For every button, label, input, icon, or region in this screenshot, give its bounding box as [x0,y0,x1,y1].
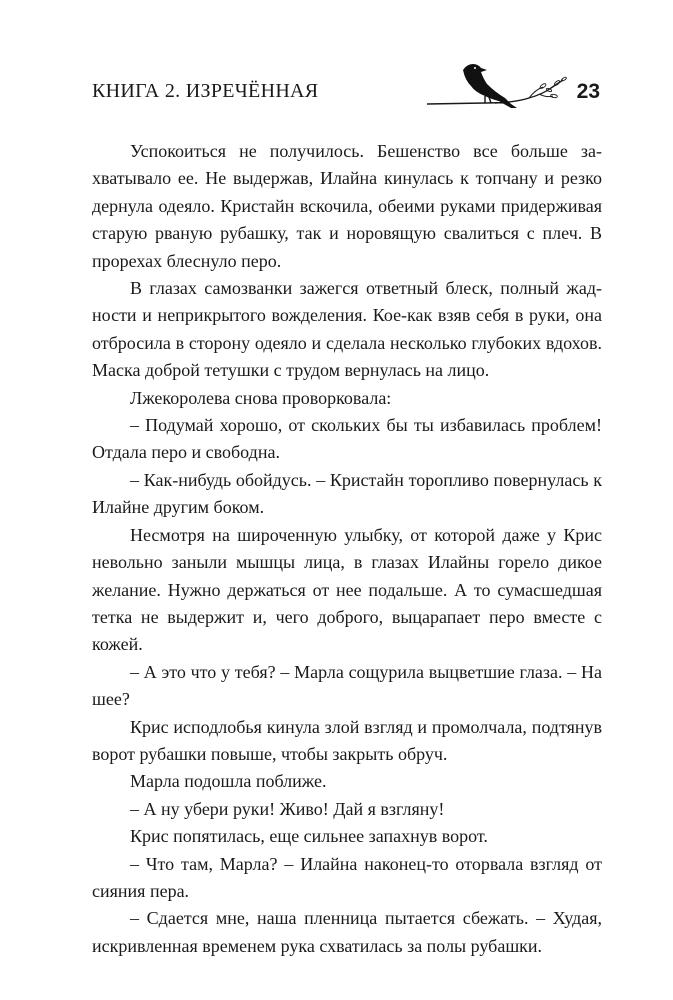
paragraph: – Что там, Марла? – Илайна наконец-то оторвала взгляд от сияния пера. [92,853,602,901]
page-header [92,80,612,120]
paragraph: – А это что у тебя? – Марла сощурила выцветшие глаза. – На шее? [92,661,602,710]
paragraph: В глазах самозванки зажегся ответный блеск, полный жадности и неприкрытого вожделения. Кое-как взяв себя в руки, она отбросила в сторону одеяло и сделала несколько глубоких вдохов. Маска доброй тетушки с трудом вернулась на лицо. [92,278,602,381]
paragraph: Несмотря на широченную улыбку, от которой даже у Крис невольно заныли мышцы лица, в глазах Илайны горело дикое желание. Нужно держаться от нее подальше. А то сумасшедшая тетка не выдержит и, чего доброго, выцарапает перо вместе с кожей. [92,524,602,655]
paragraph: Лжекоролева снова проворковала: [130,387,392,408]
paragraph: – Подумай хорошо, от скольких бы ты избавилась проблем! Отдала перо и свободна. [92,415,602,463]
body-text [92,138,602,960]
paragraph: Успокоиться не получилось. Бешенство все больше захватывало ее. Не выдержав, Илайна кинулась к топчану и резко дернула одеяло. Кристайн вскочила, обеими руками придерживая старую рваную рубашку, так и норовящую свалиться с плеч. В прорехах блеснуло перо. [92,141,602,271]
raven-on-branch-icon [425,46,567,126]
paragraph: – А ну убери руки! Живо! Дай я взгляну! [130,798,445,819]
running-title: КНИГА 2. ИЗРЕЧЁННАЯ [92,80,319,102]
paragraph: – Сдается мне, наша пленница пытается сбежать. – Худая, искривленная временем рука схватилась за полы рубашки. [92,908,602,956]
paragraph: – Как-нибудь обойдусь. – Кристайн торопливо повернулась к Илайне другим боком. [92,469,602,518]
page-number: 23 [576,80,600,103]
paragraph: Крис исподлобья кинула злой взгляд и промолчала, подтянув ворот рубашки повыше, чтобы закрыть обруч. [92,716,602,764]
paragraph: Марла подошла поближе. [130,771,327,792]
paragraph: Крис попятилась, еще сильнее запахнув ворот. [130,826,488,847]
